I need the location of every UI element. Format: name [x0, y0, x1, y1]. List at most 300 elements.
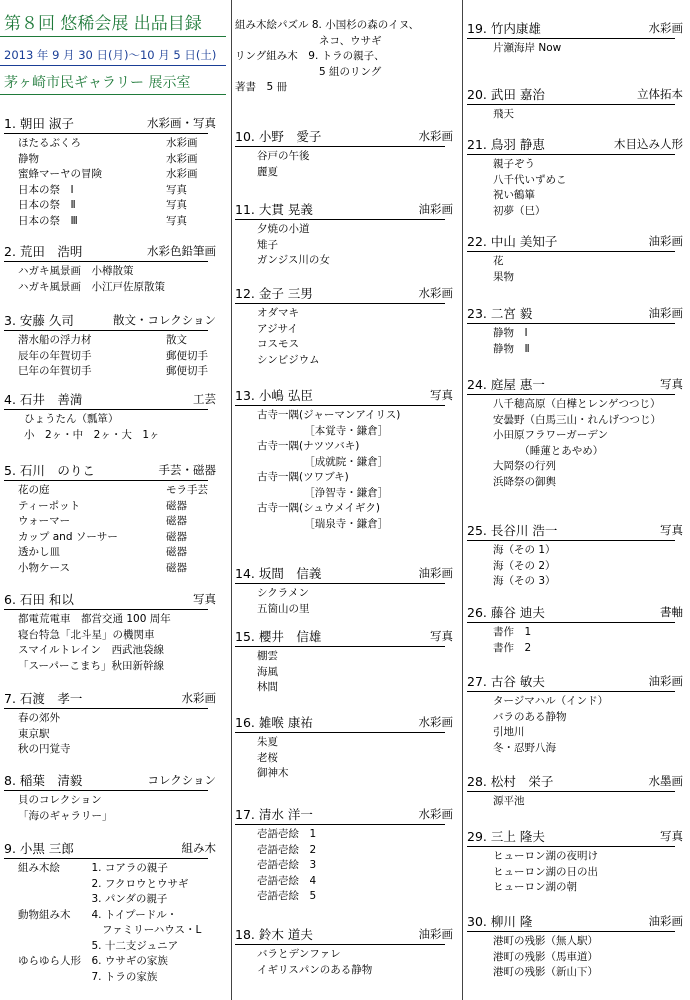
- entry-6: [4, 591, 216, 674]
- work-item: [235, 424, 453, 440]
- artist-underline: [467, 38, 675, 39]
- entry-10: [235, 128, 453, 180]
- artist-name: 6. 石田 和以: [4, 592, 74, 607]
- work-item: [467, 444, 683, 460]
- work-medium: 写真: [166, 183, 187, 196]
- entry-12: [235, 285, 453, 368]
- work-item: [4, 333, 216, 349]
- work-title: 初夢（巳）: [493, 204, 546, 217]
- work-item: [235, 18, 453, 34]
- work-title: 港町の残影（馬車道）: [493, 950, 598, 963]
- artist-underline: [235, 583, 445, 584]
- work-item: [235, 470, 453, 486]
- artwork-category: 水彩画: [648, 21, 683, 35]
- entry-29: [467, 828, 683, 896]
- artist-name: 5. 石川 のりこ: [4, 463, 95, 478]
- entry-1: [4, 115, 216, 229]
- work-item: [4, 167, 216, 183]
- work-title: 海風: [257, 665, 278, 678]
- work-title: カップ and ソーサー: [18, 530, 118, 543]
- work-title: 秋の円覚寺: [18, 743, 71, 755]
- artist-row: [4, 772, 216, 789]
- artist-row: [467, 673, 683, 690]
- work-item: [467, 173, 683, 189]
- work-title: 海（その 1）: [493, 544, 556, 556]
- work-item: [4, 183, 216, 199]
- work-title: 古寺一隅(シュウメイギク): [257, 502, 380, 514]
- work-item: [467, 934, 683, 950]
- work-item: [4, 923, 216, 939]
- work-item: [235, 439, 453, 455]
- entry-20: [467, 86, 683, 123]
- work-title: 棚雲: [257, 650, 278, 662]
- artist-row: [467, 20, 683, 37]
- work-title: 蜜蜂マーヤの冒険: [18, 168, 102, 180]
- artist-underline: [235, 405, 445, 406]
- work-title: 麗夏: [257, 165, 278, 178]
- work-title: 都電荒電車 都営交通 100 周年: [18, 613, 171, 625]
- work-item: [4, 280, 216, 296]
- artwork-category: 水彩画: [418, 715, 453, 729]
- artist-underline: [467, 154, 675, 155]
- work-medium: 水彩画: [166, 137, 198, 149]
- work-item: [235, 149, 453, 165]
- artist-underline: [235, 146, 445, 147]
- entry-25: [467, 522, 683, 590]
- work-item: [235, 843, 453, 859]
- work-item: [467, 849, 683, 865]
- work-item: [235, 680, 453, 696]
- artist-underline: [4, 133, 208, 134]
- work-title: 「スーパーこまち」秋田新幹線: [18, 659, 164, 672]
- work-title: 港町の残影（無人駅）: [493, 935, 598, 947]
- artwork-category: 水彩画: [181, 691, 216, 705]
- work-title: 小 2ヶ・中 2ヶ・大 1ヶ: [24, 428, 160, 441]
- work-title: ［瑞泉寺・鎌倉］: [257, 517, 389, 530]
- work-item: [467, 204, 683, 220]
- work-title: 5 組のリング: [235, 65, 382, 78]
- work-item: [235, 34, 453, 50]
- work-medium: 水彩画: [166, 152, 198, 165]
- work-title: 八千代いずめこ: [493, 173, 567, 186]
- entry-23: [467, 305, 683, 357]
- artist-row: [467, 773, 683, 790]
- work-title: 「海のギャラリー」: [18, 809, 113, 822]
- artwork-category: 写真: [660, 377, 683, 391]
- artist-name: 23. 二宮 毅: [467, 306, 533, 321]
- artist-row: [4, 391, 216, 408]
- work-item: [235, 874, 453, 890]
- work-title: 小物ケース: [18, 561, 70, 574]
- work-item: [4, 659, 216, 675]
- work-title: 壱語壱絵 1: [257, 828, 317, 840]
- work-title: ハガキ風景画 小江戸佐原散策: [18, 280, 165, 293]
- work-item: [4, 561, 216, 577]
- artist-name: 30. 柳川 隆: [467, 914, 533, 929]
- work-title: 源平池: [493, 795, 525, 807]
- work-item: [467, 270, 683, 286]
- work-title: 潜水船の浮力材: [18, 334, 92, 346]
- work-item: [467, 641, 683, 657]
- work-item: [4, 793, 216, 809]
- artist-row: [467, 522, 683, 539]
- work-title: 浜降祭の御輿: [493, 475, 556, 488]
- work-title: 日本の祭 Ⅰ: [18, 183, 74, 196]
- work-item: [235, 858, 453, 874]
- entry-3: [4, 312, 216, 380]
- work-title: 壱語壱絵 2: [257, 843, 317, 856]
- work-title: ［本覚寺・鎌倉］: [257, 424, 389, 437]
- work-medium: 水彩画: [166, 168, 198, 180]
- artwork-category: 水墨画: [648, 774, 683, 788]
- artwork-category: 写真: [430, 629, 453, 643]
- work-item: [467, 865, 683, 881]
- work-item: [467, 543, 683, 559]
- work-title: 引地川: [493, 726, 525, 738]
- work-item: [4, 908, 216, 924]
- work-item: [235, 65, 453, 81]
- work-title: 7. トラの家族: [18, 970, 158, 983]
- work-title: 書作 2: [493, 641, 532, 654]
- work-title: アジサイ: [257, 322, 298, 335]
- work-title: （睡蓮とあやめ）: [493, 444, 604, 457]
- artwork-category: 水彩画: [418, 286, 453, 300]
- work-item: [467, 428, 683, 444]
- entry-14: [235, 565, 453, 617]
- work-title: シンビジウム: [257, 353, 320, 366]
- work-title: 花: [493, 255, 504, 267]
- work-item: [4, 727, 216, 743]
- work-medium: モラ手芸: [166, 484, 208, 496]
- artwork-category: 手芸・磁器: [158, 463, 216, 477]
- artist-underline: [467, 104, 675, 105]
- work-item: [235, 306, 453, 322]
- entry-21: [467, 136, 683, 219]
- work-item: [4, 499, 216, 515]
- artist-row: [235, 714, 453, 731]
- artist-row: [467, 604, 683, 621]
- work-title: シクラメン: [257, 587, 309, 599]
- artwork-category: 工芸: [193, 392, 216, 406]
- work-title: 静物 Ⅰ: [493, 327, 528, 339]
- work-medium: 郵便切手: [166, 365, 208, 377]
- work-title: 組み木絵パズル 8. 小国杉の森のイヌ、: [235, 19, 420, 31]
- artist-underline: [467, 622, 675, 623]
- artist-name: 15. 櫻井 信雄: [235, 629, 322, 644]
- work-item: [4, 152, 216, 168]
- entry-8: [4, 772, 216, 824]
- artwork-category: 油彩画: [648, 234, 683, 248]
- artist-name: 19. 竹内康雄: [467, 21, 541, 36]
- exhibition-dates: 2013 年 9 月 30 日(月)〜10 月 5 日(土): [0, 37, 226, 66]
- artist-row: [4, 690, 216, 707]
- work-item: [235, 586, 453, 602]
- work-title: 安曇野（白馬三山・れんげつつじ）: [493, 413, 661, 426]
- work-item: [4, 412, 216, 428]
- work-medium: 散文: [166, 334, 187, 346]
- work-title: 飛天: [493, 108, 514, 120]
- work-item: [4, 628, 216, 644]
- work-title: スマイルトレイン 西武池袋線: [18, 644, 165, 656]
- entry-13: [235, 387, 453, 532]
- work-title: 片瀬海岸 Now: [493, 42, 562, 54]
- artist-row: [235, 565, 453, 582]
- work-item: [467, 342, 683, 358]
- artist-name: 12. 金子 三男: [235, 286, 313, 301]
- work-title: 静物: [18, 152, 39, 165]
- work-item: [235, 766, 453, 782]
- work-title: 親子ぞう: [493, 158, 535, 170]
- work-item: [235, 253, 453, 269]
- artist-underline: [235, 732, 445, 733]
- artist-underline: [467, 540, 675, 541]
- artist-name: 26. 藤谷 迪夫: [467, 605, 545, 620]
- work-item: [4, 939, 216, 955]
- work-item: [235, 322, 453, 338]
- artist-underline: [467, 931, 675, 932]
- entry-19: [467, 20, 683, 57]
- artist-underline: [4, 330, 208, 331]
- work-item: [235, 353, 453, 369]
- work-item: [235, 665, 453, 681]
- entry-30: [467, 913, 683, 981]
- artist-row: [235, 926, 453, 943]
- artwork-category: 写真: [660, 829, 683, 843]
- artist-row: [467, 828, 683, 845]
- work-title: ヒューロン湖の日の出: [493, 865, 598, 878]
- work-item: [4, 264, 216, 280]
- artist-row: [4, 312, 216, 329]
- work-medium: 磁器: [166, 499, 187, 512]
- artist-underline: [4, 609, 208, 610]
- work-title: ファミリーハウス・L: [18, 924, 202, 936]
- artist-underline: [4, 708, 208, 709]
- work-item: [4, 530, 216, 546]
- work-item: [235, 827, 453, 843]
- work-item: [235, 80, 453, 96]
- work-title: ティーポット: [18, 499, 81, 512]
- artist-underline: [235, 646, 445, 647]
- artist-underline: [467, 394, 675, 395]
- work-title: 海（その 2）: [493, 559, 556, 572]
- work-title: 朱夏: [257, 736, 278, 748]
- work-title: 夕焼の小道: [257, 223, 310, 235]
- entry-16: [235, 714, 453, 782]
- artist-row: [235, 201, 453, 218]
- work-title: 書作 1: [493, 626, 532, 638]
- work-item: [467, 725, 683, 741]
- artist-underline: [4, 409, 208, 410]
- work-item: [467, 157, 683, 173]
- page-title: 第８回 悠稀会展 出品目録: [0, 0, 226, 37]
- artist-name: 3. 安藤 久司: [4, 313, 74, 328]
- work-title: 港町の残影（新山下）: [493, 966, 598, 978]
- work-title: ひょうたん（瓢箪）: [24, 413, 119, 425]
- artwork-category: 書軸: [660, 605, 683, 619]
- work-item: [467, 625, 683, 641]
- work-item: [467, 413, 683, 429]
- work-item: [235, 49, 453, 65]
- work-title: ［成就院・鎌倉］: [257, 455, 389, 468]
- artist-row: [4, 243, 216, 260]
- entry-26: [467, 604, 683, 656]
- entry-15: [235, 628, 453, 696]
- entry-28: [467, 773, 683, 810]
- work-item: [4, 711, 216, 727]
- work-item: [467, 459, 683, 475]
- work-item: [4, 877, 216, 893]
- work-title: 巳年の年賀切手: [18, 365, 92, 377]
- work-item: [235, 602, 453, 618]
- entry-9: [4, 840, 216, 985]
- work-item: [4, 349, 216, 365]
- artist-underline: [467, 791, 675, 792]
- artist-name: 24. 庭屋 惠一: [467, 377, 545, 392]
- entry-27: [467, 673, 683, 756]
- work-title: 五箇山の里: [257, 602, 310, 615]
- artist-row: [235, 806, 453, 823]
- work-item: [235, 889, 453, 905]
- artist-underline: [467, 251, 675, 252]
- artist-underline: [467, 846, 675, 847]
- artwork-category: 木目込み人形: [614, 137, 683, 151]
- artist-name: 4. 石井 善満: [4, 392, 83, 407]
- work-title: ウォーマー: [18, 515, 71, 527]
- artist-name: 17. 清水 洋一: [235, 807, 313, 822]
- work-title: 壱語壱絵 4: [257, 874, 317, 887]
- work-title: コスモス: [257, 338, 299, 350]
- work-title: 大岡祭の行列: [493, 460, 556, 472]
- work-medium: 磁器: [166, 546, 187, 558]
- work-title: 組み木絵 1. コアラの親子: [18, 862, 168, 874]
- work-title: 老桜: [257, 751, 278, 764]
- work-item: [4, 198, 216, 214]
- work-title: 日本の祭 Ⅱ: [18, 199, 76, 211]
- work-item: [467, 397, 683, 413]
- entry-cont: [235, 18, 453, 96]
- work-item: [467, 574, 683, 590]
- work-item: [4, 612, 216, 628]
- work-title: ほたるぶくろ: [18, 137, 81, 149]
- entry-11: [235, 201, 453, 269]
- artist-row: [235, 628, 453, 645]
- work-item: [235, 222, 453, 238]
- work-item: [235, 963, 453, 979]
- artist-name: 25. 長谷川 浩一: [467, 523, 558, 538]
- artwork-category: 立体拓本: [637, 87, 683, 101]
- artist-name: 10. 小野 愛子: [235, 129, 322, 144]
- artist-name: 8. 稲葉 清毅: [4, 773, 83, 788]
- artist-row: [467, 913, 683, 930]
- work-title: 透かし皿: [18, 546, 60, 558]
- artwork-category: 水彩画・写真: [147, 116, 216, 130]
- work-title: ガンジス川の女: [257, 254, 330, 266]
- work-title: 御神木: [257, 767, 289, 779]
- work-title: ［浄智寺・鎌倉］: [257, 486, 389, 499]
- artwork-category: 油彩画: [648, 306, 683, 320]
- artwork-category: 油彩画: [418, 566, 453, 580]
- artist-row: [467, 136, 683, 153]
- work-item: [235, 517, 453, 533]
- work-title: 貝のコレクション: [18, 794, 102, 806]
- entry-5: [4, 462, 216, 576]
- work-item: [467, 107, 683, 123]
- work-title: 春の郊外: [18, 712, 60, 724]
- work-title: 谷戸の午後: [257, 150, 310, 162]
- work-item: [235, 408, 453, 424]
- work-title: 祝い鶴篳: [493, 189, 535, 201]
- entry-2: [4, 243, 216, 295]
- work-item: [235, 165, 453, 181]
- work-item: [4, 136, 216, 152]
- work-item: [467, 965, 683, 981]
- work-item: [4, 364, 216, 380]
- catalog-header: [0, 0, 226, 95]
- work-title: リング組み木 9. トラの親子、: [235, 50, 385, 62]
- artwork-category: 油彩画: [418, 202, 453, 216]
- work-title: 東京駅: [18, 727, 50, 740]
- work-title: 2. フクロウとウサギ: [18, 877, 189, 890]
- work-item: [235, 455, 453, 471]
- work-title: 小田原フラワーガーデン: [493, 429, 609, 441]
- work-title: 5. 十二支ジュニア: [18, 939, 179, 952]
- work-title: ハガキ風景画 小樽散策: [18, 265, 134, 277]
- work-item: [467, 475, 683, 491]
- work-item: [235, 735, 453, 751]
- artist-name: 29. 三上 隆夫: [467, 829, 545, 844]
- artist-name: 14. 坂間 信義: [235, 566, 322, 581]
- work-title: 辰年の年賀切手: [18, 349, 92, 362]
- artist-underline: [235, 944, 445, 945]
- work-item: [4, 861, 216, 877]
- work-item: [467, 794, 683, 810]
- work-item: [467, 710, 683, 726]
- work-title: 古寺一隅(ナツツバキ): [257, 440, 360, 452]
- work-title: 壱語壱絵 3: [257, 859, 317, 871]
- artist-underline: [235, 824, 445, 825]
- artist-name: 1. 朝田 淑子: [4, 116, 74, 131]
- work-item: [235, 486, 453, 502]
- artist-name: 2. 荒田 浩明: [4, 244, 83, 259]
- work-item: [4, 742, 216, 758]
- work-title: オダマキ: [257, 307, 299, 319]
- work-item: [4, 809, 216, 825]
- work-title: 3. パンダの親子: [18, 893, 168, 905]
- work-item: [235, 238, 453, 254]
- work-item: [4, 428, 216, 444]
- artist-name: 7. 石渡 孝一: [4, 691, 83, 706]
- work-title: 日本の祭 Ⅲ: [18, 214, 78, 227]
- entry-17: [235, 806, 453, 905]
- work-title: 八千穂高原（白樺とレンゲつつじ）: [493, 398, 661, 410]
- artwork-category: 油彩画: [418, 927, 453, 941]
- work-item: [467, 254, 683, 270]
- work-item: [235, 337, 453, 353]
- artist-name: 27. 古谷 敏夫: [467, 674, 545, 689]
- work-item: [4, 483, 216, 499]
- work-title: タージマハル（インド）: [493, 695, 609, 707]
- work-title: イギリスパンのある静物: [257, 963, 373, 976]
- column-divider-1: [231, 0, 232, 1000]
- work-title: 著書 5 冊: [235, 81, 288, 93]
- artist-underline: [4, 790, 208, 791]
- artist-underline: [235, 303, 445, 304]
- artist-name: 11. 大貫 晃義: [235, 202, 313, 217]
- work-title: バラのある静物: [493, 710, 567, 723]
- work-title: 果物: [493, 270, 514, 283]
- work-item: [4, 214, 216, 230]
- work-title: 寝台特急「北斗星」の機関車: [18, 628, 155, 641]
